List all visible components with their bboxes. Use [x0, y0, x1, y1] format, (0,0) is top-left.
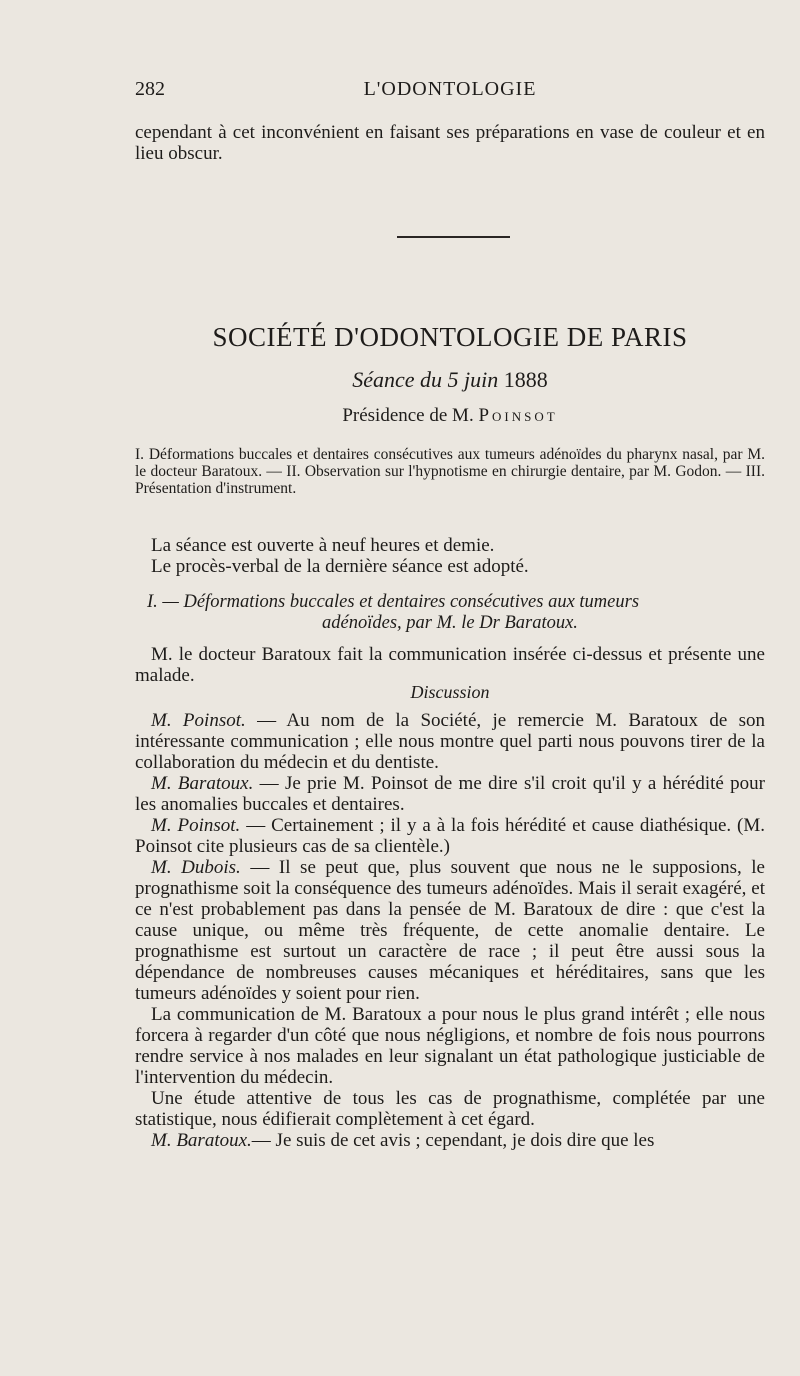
- discussion-text: Une étude attentive de tous les cas de prognathisme, complétée par une statistique, nous édifierait complètement à cet égard.: [135, 1088, 765, 1130]
- session-year: 1888: [503, 367, 548, 392]
- discussion-text: — Je prie M. Poinsot de me dire s'il croit qu'il y a hérédité pour les anomalies buccales et dentaires.: [135, 773, 765, 815]
- discussion-paragraph: [135, 1004, 765, 1088]
- discussion-text: — Au nom de la Société, je remercie M. Baratoux de son intéressante communication ; elle nous montre quel parti nous pouvons tirer de la collaboration du médecin et du dentiste.: [135, 710, 766, 773]
- discussion-block: [135, 710, 765, 1151]
- communication-paragraph: M. le docteur Baratoux fait la communication insérée ci-dessus et présente une malade.: [135, 644, 765, 686]
- opening-line-1: La séance est ouverte à neuf heures et demie.: [151, 535, 495, 556]
- discussion-paragraph: [135, 857, 765, 1004]
- discussion-paragraph: [135, 815, 765, 857]
- discussion-title: Discussion: [410, 682, 490, 702]
- society-title: SOCIÉTÉ D'ODONTOLOGIE DE PARIS: [212, 322, 688, 352]
- discussion-paragraph: [135, 1130, 765, 1151]
- item-heading: [135, 592, 765, 634]
- discussion-paragraph: [135, 773, 765, 815]
- discussion-text: — Je suis de cet avis ; cependant, je dois dire que les: [251, 1130, 655, 1151]
- speaker-name: M. Poinsot.: [151, 710, 246, 731]
- session-summary: I. Déformations buccales et dentaires consécutives aux tumeurs adénoïdes du pharynx nasal, par M. le docteur Baratoux. — II. Observation sur l'hypnotisme en chirurgie dentaire, par M. Godon. — III. Présentation d'instrument.: [135, 446, 765, 497]
- intro-paragraph: cependant à cet inconvénient en faisant ses préparations en vase de couleur et en lieu obscur.: [135, 122, 765, 164]
- opening-block: [135, 535, 765, 577]
- page-number: 282: [135, 78, 165, 100]
- presidency-prefix: Présidence de M.: [342, 405, 474, 426]
- summary-block: [135, 446, 765, 497]
- discussion-text: — Il se peut que, plus souvent que nous ne le supposions, le prognathisme soit la conséquence des tumeurs adénoïdes. Mais il serait exagéré, et ce n'est probablement pas dans la pensée de M. Baratoux de dire : que c'est la cause unique, ou même très fréquente, de cette anomalie dentaire. Le prognathisme est surtout un caractère de race ; il peut être aussi sous la dépendance de nombreuses causes mécaniques et héréditaires, sans que les tumeurs adénoïdes y soient pour rien.: [135, 857, 765, 1004]
- item-heading-line-1: I. — Déformations buccales et dentaires consécutives aux tumeurs: [147, 592, 640, 612]
- speaker-name: M. Poinsot.: [151, 815, 241, 836]
- speaker-name: M. Dubois.: [151, 857, 241, 878]
- discussion-text: — Certainement ; il y a à la fois hérédité et cause diathésique. (M. Poinsot cite plusieurs cas de sa clientèle.): [135, 815, 765, 857]
- president-name: Poinsot: [478, 405, 558, 426]
- session-title: [135, 367, 765, 393]
- running-head: L'ODONTOLOGIE: [363, 78, 537, 100]
- speaker-name: M. Baratoux.: [151, 773, 254, 794]
- presidency-line: [135, 405, 765, 427]
- discussion-paragraph: [135, 710, 765, 773]
- communication-block: [135, 644, 765, 686]
- section-divider: [397, 236, 510, 238]
- discussion-text: La communication de M. Baratoux a pour nous le plus grand intérêt ; elle nous forcera à regarder d'un côté que nous négligions, et nombre de fois nous pourrons rendre service à nos malades en leur signalant un état pathologique justiciable de l'intervention du médecin.: [135, 1004, 765, 1088]
- intro-paragraph-block: [135, 122, 765, 164]
- discussion-paragraph: [135, 1088, 765, 1130]
- page-header: [135, 78, 765, 108]
- speaker-name: M. Baratoux.: [151, 1130, 252, 1151]
- session-label: Séance du 5 juin: [352, 367, 499, 392]
- item-heading-line-2: adénoïdes, par M. le Dr Baratoux.: [322, 613, 578, 633]
- opening-line-2: Le procès-verbal de la dernière séance est adopté.: [151, 556, 529, 577]
